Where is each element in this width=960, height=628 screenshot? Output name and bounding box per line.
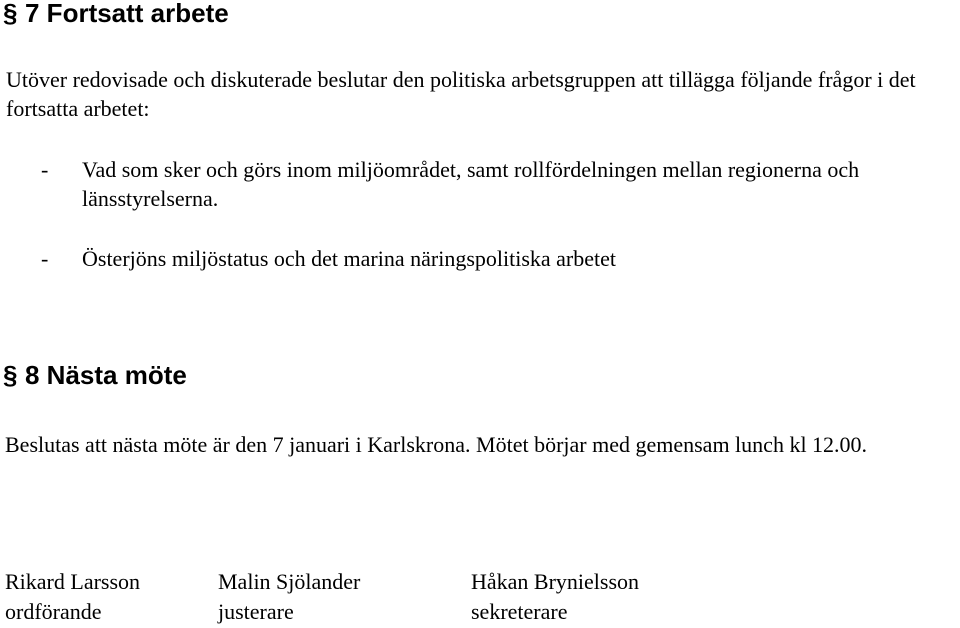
bullet-dash: - — [41, 157, 49, 182]
section-symbol: § — [3, 0, 18, 28]
section-symbol: § — [3, 360, 18, 390]
signature-role: sekreterare — [471, 599, 568, 624]
bullet-text: Vad som sker och görs inom miljöområdet, samt rollfördelningen mellan regionerna och länsstyrelserna. — [82, 157, 860, 211]
signature-role: justerare — [218, 599, 294, 624]
signature-name: Håkan Brynielsson — [471, 569, 640, 594]
signature-name: Rikard Larsson — [5, 569, 141, 594]
section-8-heading — [3, 360, 187, 390]
signature-block — [471, 567, 639, 627]
section-7-title: 7 Fortsatt arbete — [25, 0, 229, 28]
section-8-title: 8 Nästa möte — [25, 360, 187, 390]
signature-block — [218, 567, 360, 627]
bullet-dash: - — [41, 246, 49, 271]
section-8-body: Beslutas att nästa möte är den 7 januari i Karlskrona. Mötet börjar med gemensam lunch kl 12.00. — [5, 432, 868, 457]
signature-name: Malin Sjölander — [218, 569, 361, 594]
section-7-heading — [3, 0, 229, 28]
bullet-text: Österjöns miljöstatus och det marina näringspolitiska arbetet — [82, 246, 616, 271]
signature-block — [5, 567, 140, 627]
section-7-intro: Utöver redovisade och diskuterade beslutar den politiska arbetsgruppen att tillägga följande frågor i det fortsatta arbetet: — [6, 67, 916, 121]
signature-role: ordförande — [5, 599, 102, 624]
